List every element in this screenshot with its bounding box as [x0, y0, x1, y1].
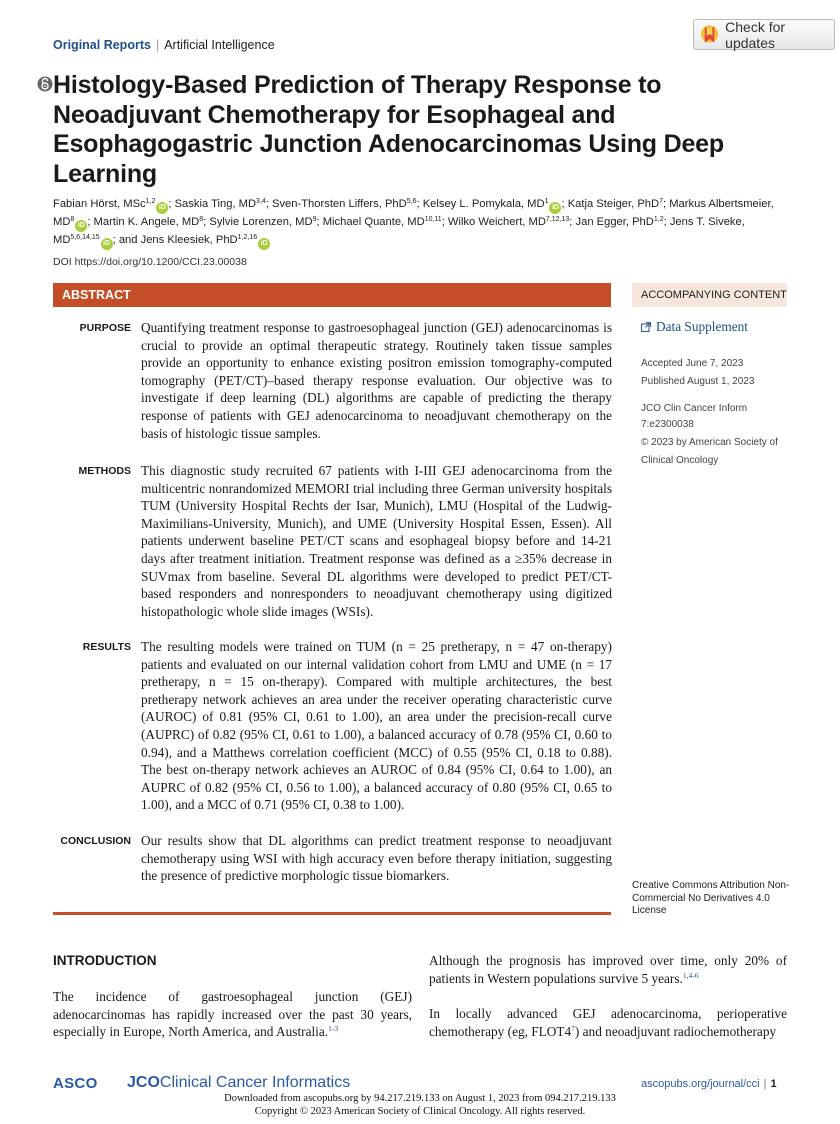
abstract-conclusion-text: Our results show that DL algorithms can predict treatment response to neoadjuvant chemotherapy using WSI with high accuracy even before therapy initiation, suggesting the presence of predictive morphologic tissue biomarkers.	[141, 833, 612, 884]
footer-divider: |	[763, 1078, 767, 1090]
abstract-methods-label: METHODS	[78, 465, 131, 477]
doi-link[interactable]: DOI https://doi.org/10.1200/CCI.23.00038	[53, 256, 247, 268]
author	[94, 216, 210, 228]
author	[175, 198, 272, 210]
subcategory-label[interactable]: Artificial Intelligence	[164, 38, 275, 52]
introduction-right-text-2a: In locally advanced GEJ adenocarcinoma, perioperative chemotherapy (eg, FLOT4	[429, 1006, 787, 1039]
download-line: Downloaded from ascopubs.org by 94.217.219.133 on August 1, 2023 from 094.217.219.133	[224, 1093, 616, 1104]
author-name[interactable]: Fabian Hörst, MSc	[53, 198, 146, 210]
introduction-left-paragraph	[53, 988, 412, 1041]
author-name[interactable]: Jens Kleesiek, PhD	[140, 234, 238, 246]
journal-citation-number: 7:e2300038	[641, 419, 694, 430]
data-supplement-link[interactable]	[641, 319, 748, 335]
abstract-methods-text: This diagnostic study recruited 67 patients with I-III GEJ adenocarcinoma from the multicentric nonrandomized MEMORI trial including three German university hospitals TUM (University Hospital Rechts der Isar, Munich), LMU (Hospital of the Ludwig-Maximilians-University, Munich), and UME (University Hospital Essen, Essen). All patients underwent baseline PET/CT scans and esophageal biopsy before and 14-21 days after treatment initiation. Treatment response was defined as a ≥35% decrease in SUVmax from baseline. Several DL algorithms were developed to predict PET/CT-based responders and nonresponders to neoadjuvant chemotherapy using digitized histopathologic whole slide images (WSIs).	[141, 463, 612, 619]
author	[53, 198, 175, 210]
article-category	[53, 38, 275, 52]
author-list	[53, 196, 793, 250]
author-name[interactable]: Sven-Thorsten Liffers, PhD	[272, 198, 407, 210]
author-name[interactable]: Katja Steiger, PhD	[567, 198, 660, 210]
author	[576, 216, 670, 228]
journal-logo-name: Clinical Cancer Informatics	[159, 1074, 351, 1091]
author-separator: ;	[569, 216, 576, 228]
reference-link[interactable]: 1,4-6	[682, 970, 699, 980]
abstract-divider	[53, 912, 611, 915]
author-separator: ;	[87, 216, 94, 228]
external-link-icon	[641, 322, 651, 332]
author-affiliation: 3,4	[256, 198, 266, 205]
open-access-icon	[37, 76, 53, 92]
check-for-updates-button[interactable]	[693, 19, 835, 50]
orcid-icon[interactable]: iD	[75, 220, 87, 232]
author-affiliation: 7,12,13	[545, 216, 570, 223]
data-supplement-label: Data Supplement	[656, 319, 748, 334]
author-affiliation: 1,2	[145, 198, 156, 205]
abstract-conclusion-label: CONCLUSION	[60, 835, 131, 847]
introduction-left-text: The incidence of gastroesophageal junction (GEJ) adenocarcinomas has rapidly increased over the past 30 years, especially in Europe, North America, and Australia.	[53, 989, 412, 1040]
author-name[interactable]: Wilko Weichert, MD	[447, 216, 546, 228]
abstract-purpose-label: PURPOSE	[79, 322, 131, 334]
asco-logo: ASCO	[53, 1075, 98, 1092]
author	[568, 198, 670, 210]
jco-logo	[127, 1074, 350, 1092]
introduction-right-text-2b: ) and neoadjuvant radiochemotherapy	[574, 1023, 777, 1039]
author-affiliation: 9	[312, 216, 317, 223]
author-name[interactable]: Markus Albertsmeier, MD	[53, 198, 774, 228]
orcid-icon[interactable]: iD	[258, 238, 270, 250]
author-affiliation: 10,11	[424, 216, 442, 223]
introduction-heading: INTRODUCTION	[53, 953, 157, 968]
introduction-right-paragraph-1	[429, 952, 787, 987]
author	[209, 216, 322, 228]
author-name[interactable]: Martin K. Angele, MD	[93, 216, 200, 228]
introduction-right-paragraph-2	[429, 1005, 787, 1040]
reference-link[interactable]: 1-3	[328, 1024, 339, 1034]
page-number: 1	[770, 1078, 777, 1090]
journal-url-link[interactable]: ascopubs.org/journal/cci	[641, 1078, 760, 1090]
author-name[interactable]: Michael Quante, MD	[322, 216, 425, 228]
jco-logo-mark: JCO	[127, 1074, 160, 1091]
author-separator: ;	[316, 216, 323, 228]
journal-citation-name: JCO Clin Cancer Inform	[641, 403, 748, 414]
author-name[interactable]: Sylvie Lorenzen, MD	[209, 216, 313, 228]
author-affiliation: 8	[199, 216, 204, 223]
orcid-icon[interactable]: iD	[156, 202, 168, 214]
author-affiliation: 8	[70, 216, 75, 223]
author-separator: ;	[663, 198, 670, 210]
author-name[interactable]: Kelsey L. Pomykala, MD	[422, 198, 545, 210]
accepted-date: Accepted June 7, 2023	[641, 358, 744, 369]
author-name[interactable]: Jan Egger, PhD	[575, 216, 654, 228]
author-separator: ;	[416, 198, 423, 210]
author-affiliation: 5,6,14,15	[70, 234, 100, 241]
download-notice	[0, 1093, 840, 1118]
author	[448, 216, 576, 228]
author-separator: ;	[265, 198, 272, 210]
published-date: Published August 1, 2023	[641, 376, 755, 387]
author-affiliation: 7	[659, 198, 664, 205]
author	[141, 234, 270, 246]
author-separator: ;	[663, 216, 670, 228]
author	[423, 198, 568, 210]
author-separator: ;	[168, 198, 175, 210]
author-affiliation: 1,2	[653, 216, 664, 223]
article-title: Histology-Based Prediction of Therapy Response to Neoadjuvant Chemotherapy for Esophageal and Esophagogastric Junction Adenocarcinomas Using Deep Learning	[53, 71, 724, 188]
author-affiliation: 1,2,16	[237, 234, 258, 241]
author-name[interactable]: Jens T. Siveke, MD	[53, 216, 745, 246]
author-separator: ;	[441, 216, 448, 228]
copyright-line-2: Clinical Oncology	[641, 455, 719, 466]
orcid-icon[interactable]: iD	[101, 238, 113, 250]
check-updates-label: Check for updates	[725, 18, 786, 51]
author-separator: ;	[203, 216, 210, 228]
journal-footer	[641, 1078, 777, 1090]
author-separator: ; and	[112, 234, 141, 246]
author-affiliation: 5,6	[406, 198, 417, 205]
category-divider: |	[155, 38, 160, 52]
license-text[interactable]: Creative Commons Attribution Non-Commercial No Derivatives 4.0 License	[632, 880, 790, 916]
abstract-heading: ABSTRACT	[53, 283, 611, 307]
accompanying-content-heading: ACCOMPANYING CONTENT	[632, 283, 787, 307]
author	[272, 198, 423, 210]
abstract-results-text: The resulting models were trained on TUM (n = 25 pretherapy, n = 47 on-therapy) patients and evaluated on our internal validation cohort from LMU and UME (n = 17 pretherapy, n = 15 on-therapy). Compared with multiple architectures, the best pretherapy network achieves an area under the receiver operating characteristic curve (AUROC) of 0.81 (95% CI, 0.61 to 1.00), an area under the precision-recall curve (AUPRC) of 0.82 (95% CI, 0.61 to 1.00), a balanced accuracy of 0.78 (95% CI, 0.60 to 0.94), and a Matthews correlation coefficient (MCC) of 0.55 (95% CI, 0.18 to 0.88). The best on-therapy network achieves an AUROC of 0.84 (95% CI, 0.64 to 1.00), an AUPRC of 0.82 (95% CI, 0.56 to 1.00), a balanced accuracy of 0.80 (95% CI, 0.65 to 1.00), and a MCC of 0.71 (95% CI, 0.38 to 1.00).	[141, 639, 612, 813]
abstract-results-label: RESULTS	[82, 641, 131, 653]
introduction-right-text-1: Although the prognosis has improved over time, only 20% of patients in Western populations survive 5 years.	[429, 953, 787, 986]
category-label[interactable]: Original Reports	[53, 38, 151, 52]
author	[323, 216, 448, 228]
reference-link[interactable]: 7	[571, 1023, 575, 1033]
author-affiliation: 1	[544, 198, 549, 205]
orcid-icon[interactable]: iD	[549, 202, 561, 214]
copyright-notice: Copyright © 2023 American Society of Clinical Oncology. All rights reserved.	[254, 1105, 586, 1117]
abstract-purpose-text: Quantifying treatment response to gastroesophageal junction (GEJ) adenocarcinomas is crucial to provide an optimal therapeutic strategy. Routinely taken tissue samples provide an opportunity to enhance existing positron emission tomography-computed tomography (PET/CT)–based therapy response evaluation. Our objective was to investigate if deep learning (DL) algorithms are capable of predicting the therapy response of patients with GEJ adenocarcinoma to neoadjuvant chemotherapy on the basis of histologic tissue samples.	[141, 320, 612, 441]
author-separator: ;	[561, 198, 568, 210]
author-name[interactable]: Saskia Ting, MD	[174, 198, 257, 210]
bookmark-ribbon-icon	[700, 24, 719, 46]
copyright-line-1: © 2023 by American Society of	[641, 437, 778, 448]
